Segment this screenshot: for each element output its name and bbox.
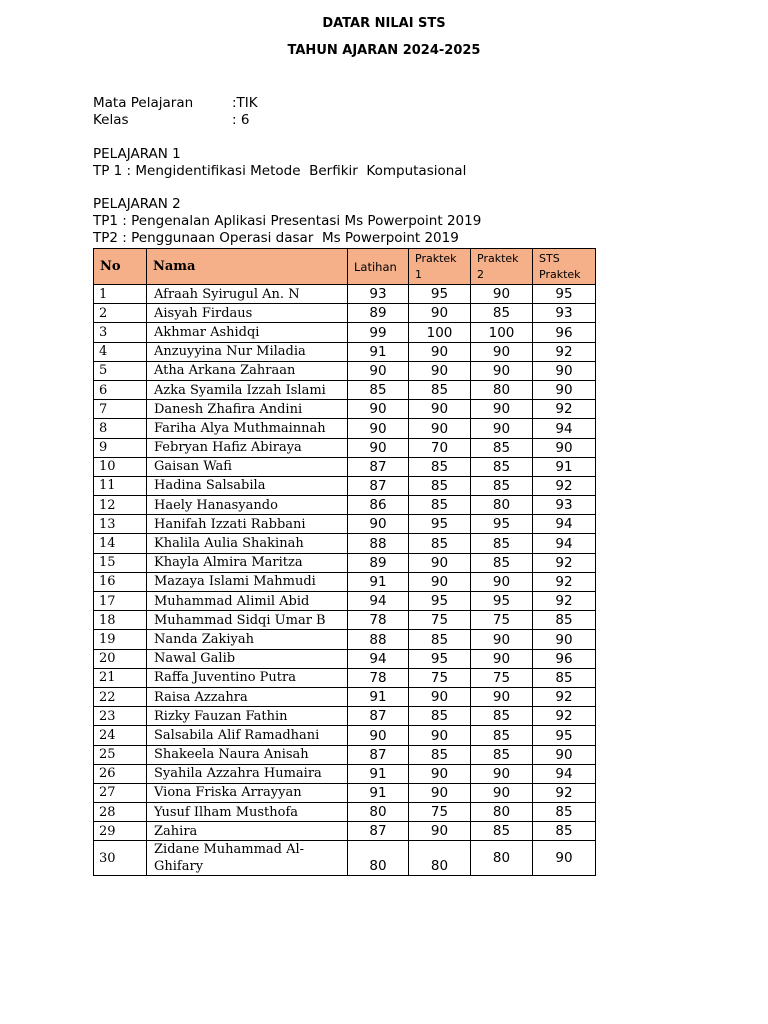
cell-sts-praktek: 85 (533, 803, 596, 822)
cell-latihan: 89 (348, 304, 409, 323)
cell-no: 13 (94, 515, 147, 534)
cell-nama: Atha Arkana Zahraan (147, 361, 348, 380)
table-row (94, 630, 596, 649)
table-row (94, 419, 596, 438)
table-row (94, 496, 596, 515)
cell-praktek2: 90 (471, 572, 533, 591)
cell-sts-praktek: 92 (533, 572, 596, 591)
table-row (94, 668, 596, 687)
subject-row (93, 95, 258, 111)
cell-latihan: 93 (348, 285, 409, 304)
cell-nama: Nanda Zakiyah (147, 630, 348, 649)
cell-latihan: 85 (348, 380, 409, 399)
cell-praktek1: 90 (409, 822, 471, 841)
cell-sts-praktek: 90 (533, 438, 596, 457)
cell-praktek2: 85 (471, 457, 533, 476)
class-value: : 6 (232, 112, 250, 128)
header-sts-line1: STS (539, 251, 560, 265)
cell-no: 11 (94, 476, 147, 495)
cell-latihan: 89 (348, 553, 409, 572)
cell-latihan: 87 (348, 822, 409, 841)
header-sts-praktek (533, 249, 596, 285)
cell-latihan: 86 (348, 496, 409, 515)
cell-praktek2: 90 (471, 361, 533, 380)
cell-latihan: 91 (348, 764, 409, 783)
cell-latihan: 80 (348, 803, 409, 822)
cell-no: 6 (94, 380, 147, 399)
class-row (93, 112, 249, 128)
cell-nama: Mazaya Islami Mahmudi (147, 572, 348, 591)
cell-latihan: 99 (348, 323, 409, 342)
cell-latihan: 90 (348, 419, 409, 438)
cell-nama: Raisa Azzahra (147, 687, 348, 706)
table-row (94, 304, 596, 323)
table-row (94, 515, 596, 534)
document-title: DATAR NILAI STS (322, 16, 446, 31)
table-row (94, 323, 596, 342)
cell-no: 8 (94, 419, 147, 438)
cell-latihan: 90 (348, 515, 409, 534)
cell-nama: Gaisan Wafi (147, 457, 348, 476)
cell-praktek1: 85 (409, 745, 471, 764)
cell-sts-praktek: 94 (533, 419, 596, 438)
cell-no: 4 (94, 342, 147, 361)
cell-praktek2: 85 (471, 726, 533, 745)
cell-praktek2: 75 (471, 611, 533, 630)
cell-praktek1: 85 (409, 380, 471, 399)
table-row (94, 553, 596, 572)
header-praktek1-line2: 1 (415, 267, 422, 281)
cell-praktek1: 85 (409, 707, 471, 726)
cell-sts-praktek: 96 (533, 323, 596, 342)
cell-sts-praktek: 94 (533, 764, 596, 783)
cell-praktek2: 85 (471, 707, 533, 726)
cell-praktek1: 90 (409, 553, 471, 572)
cell-praktek2: 85 (471, 476, 533, 495)
cell-nama: Akhmar Ashidqi (147, 323, 348, 342)
table-row (94, 707, 596, 726)
cell-no: 3 (94, 323, 147, 342)
cell-latihan: 88 (348, 534, 409, 553)
cell-sts-praktek: 93 (533, 496, 596, 515)
cell-no: 20 (94, 649, 147, 668)
header-nama: Nama (147, 249, 348, 285)
cell-latihan: 87 (348, 476, 409, 495)
cell-praktek1: 90 (409, 726, 471, 745)
cell-latihan: 87 (348, 707, 409, 726)
header-no: No (94, 249, 147, 285)
cell-sts-praktek: 85 (533, 822, 596, 841)
cell-no: 15 (94, 553, 147, 572)
cell-praktek2: 90 (471, 630, 533, 649)
cell-sts-praktek: 95 (533, 285, 596, 304)
table-row (94, 572, 596, 591)
table-row (94, 803, 596, 822)
cell-no: 1 (94, 285, 147, 304)
cell-praktek1: 80 (409, 841, 471, 876)
cell-latihan: 87 (348, 457, 409, 476)
cell-nama-line2: Ghifary (154, 859, 204, 875)
cell-praktek1: 90 (409, 342, 471, 361)
cell-latihan: 94 (348, 592, 409, 611)
header-praktek2 (471, 249, 533, 285)
class-label: Kelas (93, 112, 129, 128)
table-row (94, 841, 596, 876)
cell-sts-praktek: 96 (533, 649, 596, 668)
cell-praktek2: 90 (471, 687, 533, 706)
header-praktek2-line2: 2 (477, 267, 484, 281)
cell-praktek1: 90 (409, 419, 471, 438)
lesson1-tp: TP 1 : Mengidentifikasi Metode Berfikir Komputasional (93, 163, 467, 179)
cell-praktek1: 100 (409, 323, 471, 342)
cell-nama: Shakeela Naura Anisah (147, 745, 348, 764)
header-praktek1 (409, 249, 471, 285)
cell-sts-praktek: 85 (533, 611, 596, 630)
cell-nama: Muhammad Sidqi Umar B (147, 611, 348, 630)
cell-latihan: 90 (348, 438, 409, 457)
cell-sts-praktek: 90 (533, 630, 596, 649)
cell-latihan: 90 (348, 400, 409, 419)
cell-praktek1: 85 (409, 457, 471, 476)
header-praktek2-line1: Praktek (477, 251, 519, 265)
cell-nama: Khalila Aulia Shakinah (147, 534, 348, 553)
table-row (94, 534, 596, 553)
cell-sts-praktek: 92 (533, 707, 596, 726)
cell-praktek2: 80 (471, 496, 533, 515)
cell-no: 21 (94, 668, 147, 687)
cell-praktek1: 90 (409, 400, 471, 419)
cell-latihan: 91 (348, 342, 409, 361)
cell-praktek1: 85 (409, 534, 471, 553)
cell-praktek2: 85 (471, 745, 533, 764)
table-row (94, 764, 596, 783)
cell-nama: Yusuf Ilham Musthofa (147, 803, 348, 822)
cell-latihan: 88 (348, 630, 409, 649)
cell-sts-praktek: 93 (533, 304, 596, 323)
table-row (94, 342, 596, 361)
cell-no: 25 (94, 745, 147, 764)
cell-no: 27 (94, 783, 147, 802)
cell-sts-praktek: 85 (533, 668, 596, 687)
table-row (94, 400, 596, 419)
cell-praktek1: 75 (409, 803, 471, 822)
cell-nama: Syahila Azzahra Humaira (147, 764, 348, 783)
grades-table (93, 248, 596, 876)
cell-praktek2: 85 (471, 304, 533, 323)
cell-sts-praktek: 90 (533, 841, 596, 876)
cell-praktek1: 90 (409, 304, 471, 323)
table-row (94, 745, 596, 764)
cell-nama: Hanifah Izzati Rabbani (147, 515, 348, 534)
cell-nama: Aisyah Firdaus (147, 304, 348, 323)
cell-praktek2: 85 (471, 534, 533, 553)
cell-sts-praktek: 90 (533, 361, 596, 380)
cell-praktek1: 75 (409, 611, 471, 630)
table-row (94, 822, 596, 841)
cell-sts-praktek: 94 (533, 515, 596, 534)
table-row (94, 457, 596, 476)
table-row (94, 285, 596, 304)
cell-no: 16 (94, 572, 147, 591)
cell-praktek1: 90 (409, 783, 471, 802)
subject-label: Mata Pelajaran (93, 95, 194, 111)
cell-sts-praktek: 92 (533, 553, 596, 572)
cell-praktek2: 90 (471, 342, 533, 361)
cell-no: 14 (94, 534, 147, 553)
table-row (94, 438, 596, 457)
lesson2-heading: PELAJARAN 2 (93, 196, 181, 212)
subject-value: :TIK (232, 95, 258, 111)
cell-praktek2: 95 (471, 592, 533, 611)
cell-praktek2: 85 (471, 553, 533, 572)
cell-no: 30 (94, 841, 147, 876)
cell-no: 9 (94, 438, 147, 457)
cell-praktek1: 90 (409, 764, 471, 783)
cell-sts-praktek: 95 (533, 726, 596, 745)
cell-no: 28 (94, 803, 147, 822)
cell-praktek2: 95 (471, 515, 533, 534)
cell-no: 23 (94, 707, 147, 726)
cell-praktek1: 95 (409, 592, 471, 611)
cell-nama: Rizky Fauzan Fathin (147, 707, 348, 726)
cell-sts-praktek: 92 (533, 342, 596, 361)
cell-no: 29 (94, 822, 147, 841)
cell-sts-praktek: 90 (533, 380, 596, 399)
cell-praktek2: 80 (471, 803, 533, 822)
header-sts-line2: Praktek (539, 267, 581, 281)
cell-latihan: 90 (348, 361, 409, 380)
table-row (94, 687, 596, 706)
cell-praktek1: 95 (409, 649, 471, 668)
cell-praktek1: 85 (409, 496, 471, 515)
cell-latihan: 91 (348, 572, 409, 591)
cell-praktek2: 90 (471, 400, 533, 419)
cell-latihan: 91 (348, 687, 409, 706)
cell-praktek2: 90 (471, 419, 533, 438)
cell-praktek1: 95 (409, 515, 471, 534)
table-row (94, 783, 596, 802)
table-row (94, 380, 596, 399)
cell-sts-praktek: 92 (533, 592, 596, 611)
lesson2-tp1: TP1 : Pengenalan Aplikasi Presentasi Ms Powerpoint 2019 (93, 213, 482, 229)
cell-nama: Danesh Zhafira Andini (147, 400, 348, 419)
lesson1-heading: PELAJARAN 1 (93, 146, 181, 162)
cell-praktek2: 100 (471, 323, 533, 342)
cell-nama: Anzuyyina Nur Miladia (147, 342, 348, 361)
cell-praktek1: 85 (409, 630, 471, 649)
cell-praktek1: 75 (409, 668, 471, 687)
cell-praktek1: 90 (409, 361, 471, 380)
cell-nama: Afraah Syirugul An. N (147, 285, 348, 304)
cell-no: 5 (94, 361, 147, 380)
cell-no: 26 (94, 764, 147, 783)
cell-nama: Haely Hanasyando (147, 496, 348, 515)
cell-nama-line1: Zidane Muhammad Al- (154, 842, 305, 858)
cell-latihan: 78 (348, 668, 409, 687)
cell-nama: Raffa Juventino Putra (147, 668, 348, 687)
table-header-row (94, 249, 596, 285)
cell-praktek1: 90 (409, 572, 471, 591)
cell-no: 10 (94, 457, 147, 476)
cell-praktek2: 85 (471, 438, 533, 457)
cell-nama: Khayla Almira Maritza (147, 553, 348, 572)
table-row (94, 476, 596, 495)
cell-nama: Salsabila Alif Ramadhani (147, 726, 348, 745)
cell-sts-praktek: 90 (533, 745, 596, 764)
cell-no: 19 (94, 630, 147, 649)
cell-praktek2: 85 (471, 822, 533, 841)
table-row (94, 726, 596, 745)
table-row (94, 611, 596, 630)
header-praktek1-line1: Praktek (415, 251, 457, 265)
cell-praktek2: 80 (471, 841, 533, 876)
cell-sts-praktek: 92 (533, 783, 596, 802)
cell-sts-praktek: 91 (533, 457, 596, 476)
cell-latihan: 91 (348, 783, 409, 802)
cell-praktek1: 70 (409, 438, 471, 457)
cell-no: 2 (94, 304, 147, 323)
cell-praktek1: 95 (409, 285, 471, 304)
cell-latihan: 78 (348, 611, 409, 630)
cell-nama: Nawal Galib (147, 649, 348, 668)
lesson2-tp2: TP2 : Penggunaan Operasi dasar Ms Powerpoint 2019 (93, 230, 459, 246)
cell-nama: Febryan Hafiz Abiraya (147, 438, 348, 457)
table-row (94, 649, 596, 668)
cell-no: 24 (94, 726, 147, 745)
cell-no: 7 (94, 400, 147, 419)
cell-praktek2: 90 (471, 764, 533, 783)
cell-praktek2: 75 (471, 668, 533, 687)
cell-no: 17 (94, 592, 147, 611)
cell-praktek1: 90 (409, 687, 471, 706)
cell-latihan: 94 (348, 649, 409, 668)
cell-nama: Hadina Salsabila (147, 476, 348, 495)
cell-praktek2: 90 (471, 783, 533, 802)
cell-sts-praktek: 92 (533, 400, 596, 419)
header-latihan: Latihan (348, 249, 409, 285)
cell-latihan: 90 (348, 726, 409, 745)
cell-nama: Muhammad Alimil Abid (147, 592, 348, 611)
cell-sts-praktek: 92 (533, 476, 596, 495)
cell-latihan: 87 (348, 745, 409, 764)
cell-nama: Fariha Alya Muthmainnah (147, 419, 348, 438)
cell-praktek1: 85 (409, 476, 471, 495)
cell-sts-praktek: 94 (533, 534, 596, 553)
cell-latihan: 80 (348, 841, 409, 876)
cell-nama: Zahira (147, 822, 348, 841)
table-row (94, 592, 596, 611)
cell-no: 22 (94, 687, 147, 706)
cell-nama (147, 841, 348, 876)
cell-nama: Azka Syamila Izzah Islami (147, 380, 348, 399)
cell-praktek2: 80 (471, 380, 533, 399)
cell-praktek2: 90 (471, 285, 533, 304)
document-subtitle: TAHUN AJARAN 2024-2025 (287, 43, 481, 58)
table-row (94, 361, 596, 380)
cell-sts-praktek: 92 (533, 687, 596, 706)
cell-no: 18 (94, 611, 147, 630)
cell-praktek2: 90 (471, 649, 533, 668)
cell-no: 12 (94, 496, 147, 515)
cell-nama: Viona Friska Arrayyan (147, 783, 348, 802)
